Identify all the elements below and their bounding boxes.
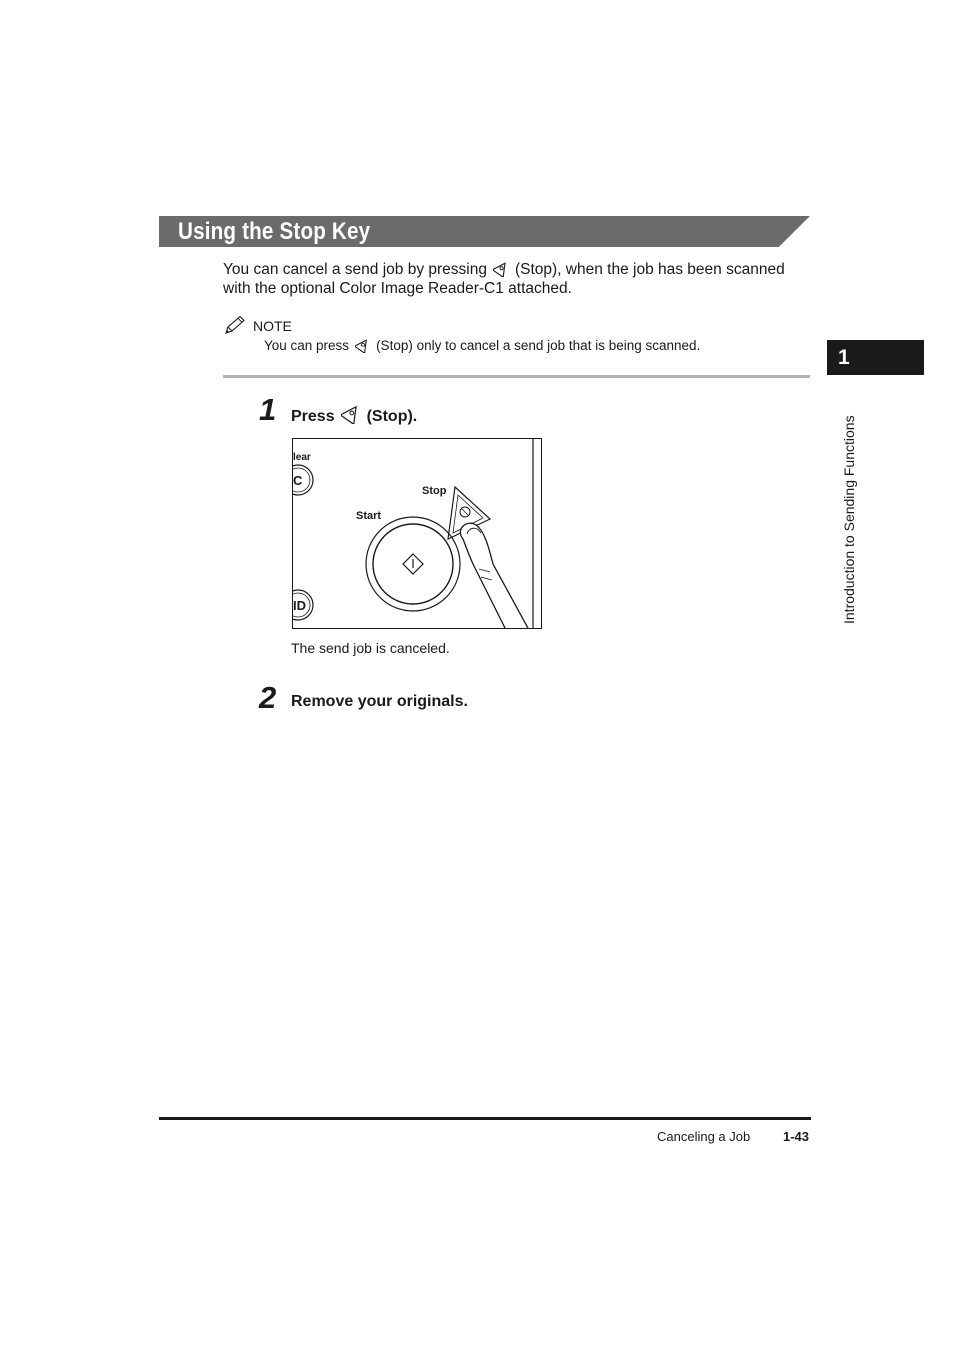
intro-line-2: with the optional Color Image Reader-C1 attached. [223,280,572,297]
step-1-text [291,404,417,430]
footer-rule [159,1117,811,1120]
footer-section-name: Canceling a Job [657,1129,751,1144]
step-1-result: The send job is canceled. [291,640,450,656]
stop-key-icon [355,338,370,357]
note-text-end: (Stop) only to cancel a send job that is being scanned. [376,338,701,353]
id-key-label: ID [293,598,306,613]
note-text-start: You can press [264,338,350,353]
section-divider [223,375,810,378]
chapter-title: Introduction to Sending Functions [841,415,857,624]
clear-key-label: lear [293,452,311,463]
intro-line-1-end: (Stop), when the job has been scanned [514,261,785,278]
clear-key-letter: C [293,473,303,488]
pencil-icon [224,315,246,340]
chapter-title-container [840,384,858,624]
control-panel-illustration [292,438,542,629]
chapter-number: 1 [838,346,850,369]
step-1-text-end: (Stop). [366,408,418,425]
intro-line-1-start: You can cancel a send job by pressing [223,261,487,278]
start-key-label: Start [356,510,382,522]
note-label: NOTE [253,318,292,334]
footer-page-number: 1-43 [783,1129,810,1144]
stop-key-icon [341,404,361,430]
step-2-text: Remove your originals. [291,693,468,710]
section-title: Using the Stop Key [178,218,371,245]
step-2-number: 2 [259,680,277,715]
step-1-number: 1 [259,392,277,427]
step-1-text-start: Press [291,408,335,425]
note-text [264,337,700,357]
stop-key-label: Stop [422,485,447,497]
